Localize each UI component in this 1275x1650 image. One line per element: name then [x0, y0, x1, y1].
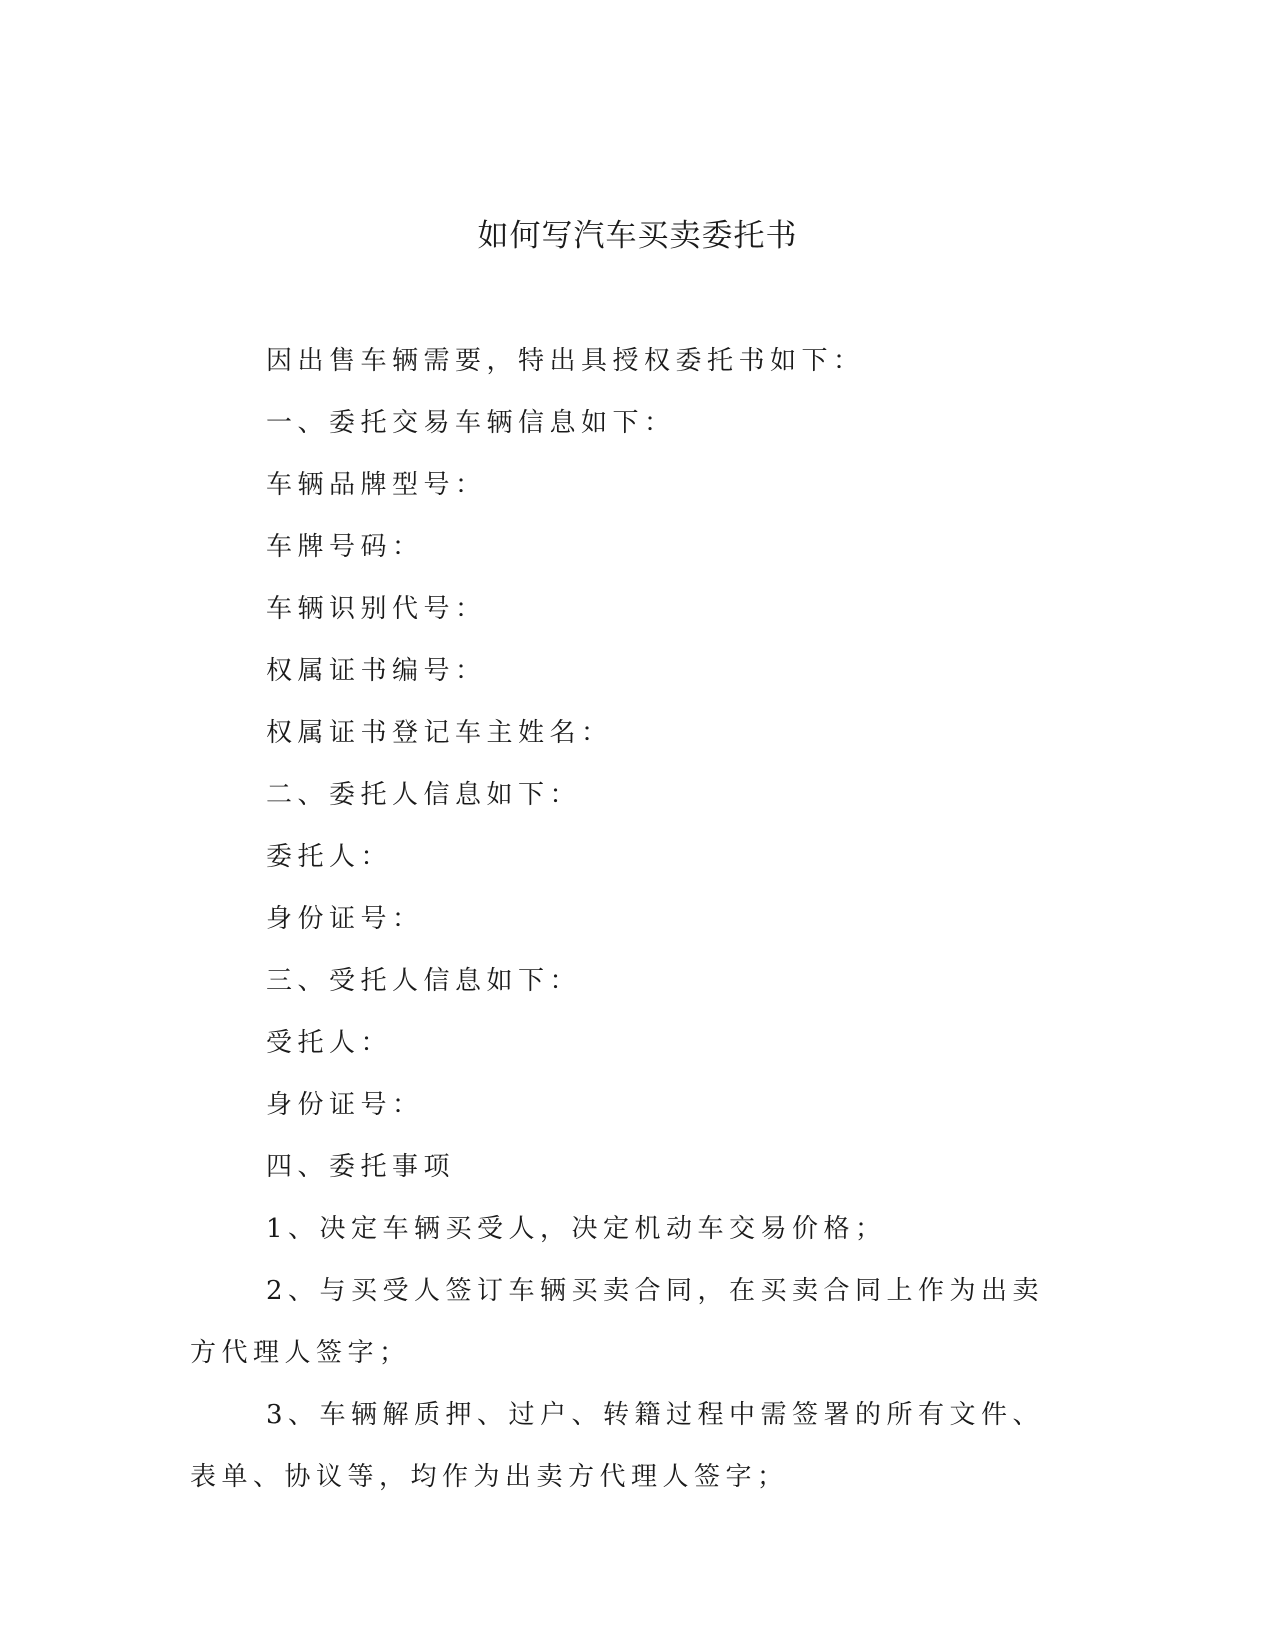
- section-heading-matters: 四、委托事项: [266, 1152, 456, 1182]
- section-heading-principal-info: 二、委托人信息如下：: [266, 780, 582, 810]
- document-title: 如何写汽车买卖委托书: [477, 218, 798, 254]
- section-heading-agent-info: 三、受托人信息如下：: [266, 966, 582, 996]
- field-vehicle-model: 车辆品牌型号：: [266, 470, 487, 500]
- field-vin: 车辆识别代号：: [266, 594, 487, 624]
- section-heading-vehicle-info: 一、委托交易车辆信息如下：: [266, 408, 676, 438]
- document-body: [190, 330, 1070, 1508]
- field-agent: 受托人：: [266, 1028, 393, 1058]
- field-plate-number: 车牌号码：: [266, 532, 424, 562]
- field-certificate-number: 权属证书编号：: [266, 656, 487, 686]
- list-item-matter-1: 1、决定车辆买受人，决定机动车交易价格；: [266, 1214, 887, 1244]
- field-principal-id: 身份证号：: [266, 904, 424, 934]
- list-item-matter-2: 2、与买受人签订车辆买卖合同，在买卖合同上作为出卖方代理人签字；: [190, 1276, 1045, 1368]
- field-registered-owner: 权属证书登记车主姓名：: [266, 718, 613, 748]
- paragraph-intro: 因出售车辆需要，特出具授权委托书如下：: [266, 346, 865, 376]
- field-agent-id: 身份证号：: [266, 1090, 424, 1120]
- list-item-matter-3: 3、车辆解质押、过户、转籍过程中需签署的所有文件、表单、协议等，均作为出卖方代理人签字；: [190, 1400, 1045, 1492]
- field-principal: 委托人：: [266, 842, 393, 872]
